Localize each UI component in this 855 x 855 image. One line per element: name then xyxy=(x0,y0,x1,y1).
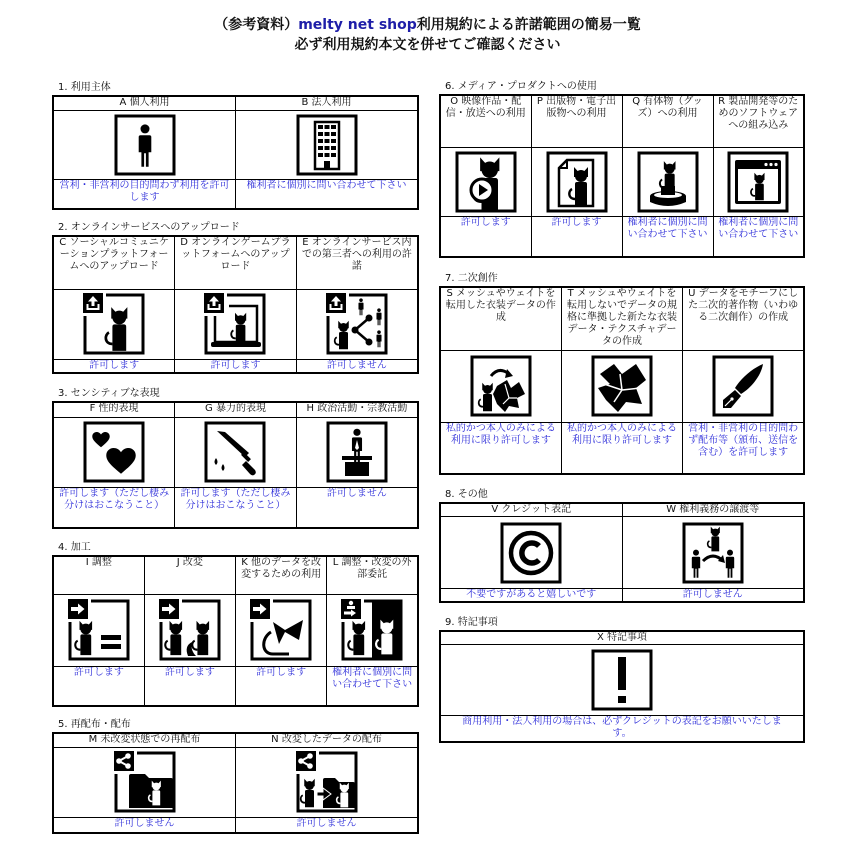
item-header-u: U データをモチーフにした二次的著作物（いわゆる二次創作）の作成 xyxy=(683,287,804,350)
item-header-m: M 未改変状態での再配布 xyxy=(53,733,236,747)
section-processing xyxy=(52,542,419,707)
item-icon-cell-o xyxy=(440,147,531,216)
podium-speaker-icon xyxy=(325,420,389,484)
item-icon-cell-a xyxy=(53,110,236,179)
building-icon xyxy=(295,113,359,177)
item-header-r: R 製品開発等のためのソフトウェアへの組み込み xyxy=(713,95,804,147)
share-cat-to-folder-icon xyxy=(295,750,359,814)
item-status-m: 許可しません xyxy=(53,817,236,833)
item-icon-cell-u xyxy=(683,350,804,422)
permission-table xyxy=(439,502,805,603)
section-sensitive-expression xyxy=(52,388,419,529)
item-header-v: V クレジット表記 xyxy=(440,503,622,517)
item-status-a: 営利・非営利の目的問わず利用を許可します xyxy=(53,179,236,209)
section-title: 3. センシティブな表現 xyxy=(58,388,160,399)
item-icon-cell-g xyxy=(175,417,297,487)
item-status-u: 営利・非営利の目的問わず配布等（頒布、送信を含む）を許可します xyxy=(683,422,804,474)
item-status-s: 私的かつ本人のみによる利用に限り許可します xyxy=(440,422,561,474)
item-status-i: 許可します xyxy=(53,666,144,706)
permission-table xyxy=(439,286,805,475)
item-icon-cell-p xyxy=(531,147,622,216)
item-status-o: 許可します xyxy=(440,216,531,257)
permission-table xyxy=(439,630,805,743)
item-status-r: 権利者に個別に問い合わせて下さい xyxy=(713,216,804,257)
item-status-l: 権利者に個別に問い合わせて下さい xyxy=(327,666,418,706)
item-icon-cell-m xyxy=(53,747,236,817)
cat-to-outfit-icon xyxy=(469,354,533,418)
item-header-h: H 政治活動・宗教活動 xyxy=(296,402,418,417)
person-icon xyxy=(113,113,177,177)
arrow-two-cats-icon xyxy=(158,598,222,662)
page-subtitle: 必ず利用規約本文を併せてご確認ください xyxy=(294,37,561,53)
item-icon-cell-s xyxy=(440,350,561,422)
pen-nib-icon xyxy=(711,354,775,418)
outsource-cats-icon xyxy=(340,598,404,662)
share-folder-cat-icon xyxy=(113,750,177,814)
item-icon-cell-x xyxy=(440,645,804,716)
cat-play-icon xyxy=(454,150,518,214)
item-header-o: O 映像作品・配信・放送への利用 xyxy=(440,95,531,147)
item-header-d: D オンラインゲームプラットフォームへのアップロード xyxy=(175,236,297,289)
upload-share-people-icon xyxy=(325,292,389,356)
section-title: 5. 再配布・配布 xyxy=(58,719,131,730)
item-icon-cell-e xyxy=(296,289,418,359)
item-header-p: P 出版物・電子出版物への利用 xyxy=(531,95,622,147)
section-special-notes xyxy=(439,617,805,743)
section-title: 8. その他 xyxy=(445,489,488,500)
item-header-c: C ソーシャルコミュニケーションプラットフォームへのアップロード xyxy=(53,236,175,289)
document-cat-icon xyxy=(545,150,609,214)
item-status-b: 権利者に個別に問い合わせて下さい xyxy=(236,179,419,209)
item-icon-cell-h xyxy=(296,417,418,487)
item-status-g: 許可します（ただし棲み分けはおこなうこと） xyxy=(175,487,297,528)
upload-cat-icon xyxy=(82,292,146,356)
arrow-bow-tail-icon xyxy=(249,598,313,662)
item-icon-cell-c xyxy=(53,289,175,359)
item-header-i: I 調整 xyxy=(53,556,144,594)
item-header-t: T メッシュやウェイトを転用しないでデータの規格に準拠した新たな衣装データ・テクスチャデータの作成 xyxy=(561,287,682,350)
item-status-c: 許可します xyxy=(53,359,175,373)
item-header-x: X 特記事項 xyxy=(440,631,804,645)
item-header-b: B 法人利用 xyxy=(236,96,419,110)
item-icon-cell-j xyxy=(144,594,235,666)
hearts-icon xyxy=(82,420,146,484)
section-title: 1. 利用主体 xyxy=(58,82,111,93)
upload-monitor-cat-icon xyxy=(203,292,267,356)
item-icon-cell-f xyxy=(53,417,175,487)
item-status-k: 許可します xyxy=(236,666,327,706)
section-derivative-works xyxy=(439,273,805,475)
item-status-p: 許可します xyxy=(531,216,622,257)
permission-table xyxy=(52,732,419,834)
item-icon-cell-i xyxy=(53,594,144,666)
brand-name: melty net shop xyxy=(298,17,417,33)
permission-table xyxy=(52,555,419,707)
section-title: 6. メディア・プロダクトへの使用 xyxy=(445,81,597,92)
item-header-a: A 個人利用 xyxy=(53,96,236,110)
item-icon-cell-w xyxy=(622,517,804,589)
item-header-g: G 暴力的表現 xyxy=(175,402,297,417)
exclamation-icon xyxy=(590,648,654,712)
title-suffix: 利用規約による許諾範囲の簡易一覧 xyxy=(416,17,641,33)
copyright-icon xyxy=(499,521,563,585)
arrow-cat-equals-icon xyxy=(67,598,131,662)
outfit-icon xyxy=(590,354,654,418)
cat-figure-icon xyxy=(636,150,700,214)
item-header-e: E オンラインサービス内での第三者への利用の許諾 xyxy=(296,236,418,289)
item-status-n: 許可しません xyxy=(236,817,419,833)
item-icon-cell-t xyxy=(561,350,682,422)
section-title: 4. 加工 xyxy=(58,542,91,553)
item-icon-cell-l xyxy=(327,594,418,666)
item-icon-cell-b xyxy=(236,110,419,179)
page-title xyxy=(0,16,855,34)
knife-icon xyxy=(203,420,267,484)
item-status-h: 許可しません xyxy=(296,487,418,528)
item-header-l: L 調整・改変の外部委託 xyxy=(327,556,418,594)
item-status-q: 権利者に個別に問い合わせて下さい xyxy=(622,216,713,257)
item-icon-cell-n xyxy=(236,747,419,817)
item-status-v: 不要ですがあると嬉しいです xyxy=(440,589,622,603)
item-status-e: 許可しません xyxy=(296,359,418,373)
transfer-rights-icon xyxy=(681,521,745,585)
item-header-w: W 権利義務の譲渡等 xyxy=(622,503,804,517)
item-icon-cell-r xyxy=(713,147,804,216)
permission-table xyxy=(52,95,419,210)
permission-table xyxy=(52,401,419,529)
item-header-s: S メッシュやウェイトを転用した衣装データの作成 xyxy=(440,287,561,350)
item-header-n: N 改変したデータの配布 xyxy=(236,733,419,747)
item-icon-cell-d xyxy=(175,289,297,359)
item-header-j: J 改変 xyxy=(144,556,235,594)
permission-table xyxy=(439,94,805,258)
item-status-w: 許可しません xyxy=(622,589,804,603)
item-icon-cell-k xyxy=(236,594,327,666)
section-other xyxy=(439,489,805,603)
item-header-f: F 性的表現 xyxy=(53,402,175,417)
item-status-x: 商用利用・法人利用の場合は、必ずクレジットの表記をお願いいたします。 xyxy=(440,716,804,742)
section-redistribution xyxy=(52,719,419,834)
section-online-upload xyxy=(52,222,419,374)
section-title: 9. 特記事項 xyxy=(445,617,498,628)
window-cat-icon xyxy=(726,150,790,214)
item-icon-cell-v xyxy=(440,517,622,589)
section-media-products xyxy=(439,81,805,258)
item-status-j: 許可します xyxy=(144,666,235,706)
item-header-k: K 他のデータを改変するための利用 xyxy=(236,556,327,594)
item-status-t: 私的かつ本人のみによる利用に限り許可します xyxy=(561,422,682,474)
section-usage-subject xyxy=(52,82,419,210)
section-title: 2. オンラインサービスへのアップロード xyxy=(58,222,240,233)
item-status-d: 許可します xyxy=(175,359,297,373)
permission-table xyxy=(52,235,419,374)
section-title: 7. 二次創作 xyxy=(445,273,498,284)
item-icon-cell-q xyxy=(622,147,713,216)
title-prefix: （参考資料） xyxy=(214,17,299,33)
item-status-f: 許可します（ただし棲み分けはおこなうこと） xyxy=(53,487,175,528)
item-header-q: Q 有体物（グッズ）への利用 xyxy=(622,95,713,147)
